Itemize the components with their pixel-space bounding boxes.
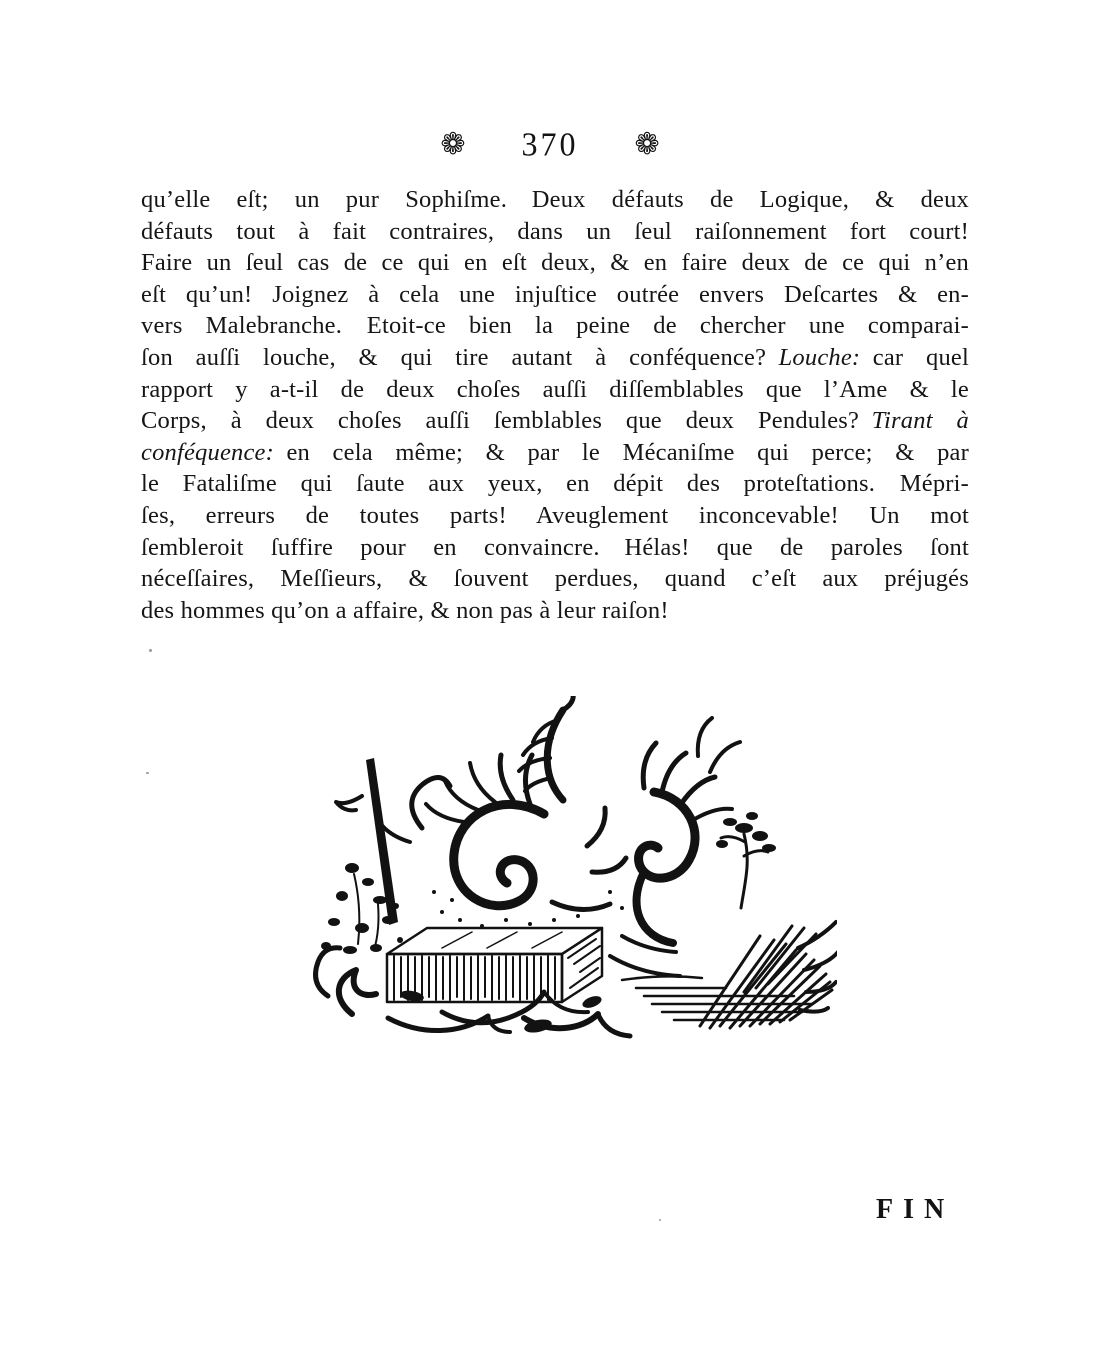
scan-speck [149, 649, 152, 652]
italic-phrase: conféquence: [141, 438, 274, 466]
italic-phrase: Tirant à [871, 407, 969, 435]
scan-speck [659, 1219, 661, 1221]
text-segment: vers Malebranche. Etoit-ce bien la peine de chercher une comparai- [141, 312, 969, 340]
text-segment: ſembleroit ſuffire pour en convaincre. Hélas! que de paroles ſont [141, 533, 969, 561]
fleuron-ornament-icon: ❁ [634, 126, 660, 162]
text-line [141, 184, 969, 216]
text-segment: qu’elle eſt; un pur Sophiſme. Deux défauts de Logique, & deux [141, 186, 969, 213]
text-line [141, 532, 969, 564]
text-line [141, 405, 969, 437]
text-segment: en cela même; & par le Mécaniſme qui perce; & par [274, 438, 969, 466]
text-line [141, 595, 969, 627]
text-segment: défauts tout à fait contraires, dans un ſeul raiſonnement fort court! [141, 217, 969, 245]
scan-speck [146, 772, 149, 774]
text-segment: Faire un ſeul cas de ce qui en eſt deux, & en faire deux de ce qui n’en [141, 249, 969, 277]
text-segment: rapport y a-t-il de deux choſes auſſi diſſemblables que l’Ame & le [141, 375, 969, 403]
running-head [0, 126, 1100, 163]
text-segment: le Fataliſme qui ſaute aux yeux, en dépit des proteſtations. Mépri- [141, 470, 969, 498]
italic-phrase: Louche: [778, 343, 861, 371]
text-line [141, 500, 969, 532]
rococo-tailpiece-engraving [292, 696, 837, 1046]
text-line [141, 342, 969, 374]
text-line [141, 247, 969, 279]
fleuron-ornament-icon: ❁ [440, 126, 466, 162]
text-segment: des hommes qu’on a affaire, & non pas à leur raiſon! [141, 596, 669, 624]
text-line [141, 279, 969, 311]
text-line [141, 468, 969, 500]
text-segment: ſes, erreurs de toutes parts! Aveuglement inconcevable! Un mot [141, 501, 969, 529]
text-line [141, 310, 969, 342]
text-segment: néceſſaires, Meſſieurs, & ſouvent perdues, quand c’eſt aux préjugés [141, 565, 969, 593]
fin-label: FIN [876, 1194, 955, 1225]
paragraph [141, 184, 969, 626]
text-segment: eſt qu’un! Joignez à cela une injuſtice outrée envers Deſcartes & en- [141, 280, 969, 308]
text-segment: car quel [860, 343, 969, 371]
text-segment: ſon auſſi louche, & qui tire autant à conféquence? [141, 343, 779, 371]
text-line [141, 216, 969, 248]
page-number: 370 [521, 125, 579, 163]
text-line [141, 437, 969, 469]
text-segment: Corps, à deux choſes auſſi ſemblables que deux Pendules? [141, 407, 872, 435]
text-line [141, 563, 969, 595]
text-line [141, 374, 969, 406]
